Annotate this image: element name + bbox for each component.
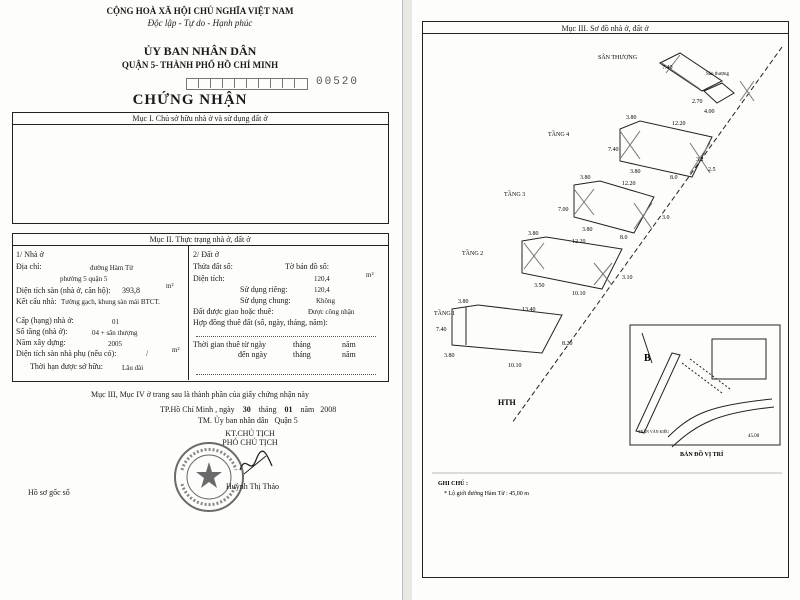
floors-label: Số tầng (nhà ở): (16, 327, 68, 336)
district: QUẬN 5- THÀNH PHỐ HỒ CHÍ MINH (121, 60, 279, 70)
land-area-label: Diện tích: (193, 274, 225, 283)
legend-title: GHI CHÚ : (438, 481, 468, 487)
land-area-value: 120,4 (314, 275, 330, 283)
ownership-term-label: Thời hạn được sở hữu: (30, 362, 103, 371)
dim-f4-length: 12.20 (672, 121, 686, 127)
land-origin-value: Được công nhận (308, 308, 355, 316)
signing-city: TP.Hồ Chí Minh (160, 405, 214, 414)
lease-from-label: Thời gian thuê từ ngày (193, 340, 266, 349)
legend-item: * Lộ giới đường Hàm Tử : 45,00 m (444, 491, 529, 497)
dim-f3-side: 3.0 (662, 215, 670, 221)
location-road-width: 45.00 (748, 434, 760, 439)
dim-f3-depth: 7.00 (558, 207, 569, 213)
on-behalf: TM. Ủy ban nhân dân (198, 416, 269, 425)
dim-f4-back: 3.80 (630, 169, 641, 175)
serial-number: 00520 (316, 76, 360, 88)
dim-f4-depth: 7.40 (608, 147, 619, 153)
floor-area-label: Diện tích sàn (nhà ở, căn hộ): (16, 286, 111, 295)
national-title: CỘNG HOÀ XÃ HỘI CHỦ NGHĨA VIỆT NAM (106, 6, 294, 16)
boundary-line (512, 47, 782, 423)
certificate-back-page (412, 0, 800, 600)
dim-f2-front: 3.80 (528, 231, 539, 237)
dim-f3-back: 3.80 (582, 227, 593, 233)
dim-rooftop-stair: 2.70 (692, 99, 703, 105)
section-1-title: Mục I. Chủ sở hữu nhà ở và sử dụng đất ở (132, 114, 268, 123)
certificate-title: CHỨNG NHẬN (132, 92, 248, 108)
dim-f1-inner: 10.10 (508, 363, 522, 369)
dim-f1-back: 3.80 (444, 353, 455, 359)
floor-label-3: TẦNG 3 (504, 192, 526, 198)
day-label: , ngày (215, 405, 235, 414)
floors-value: 04 + sân thượng (92, 329, 138, 337)
lease-from-year-label: năm (342, 340, 356, 349)
lease-from-month-label: tháng (293, 340, 311, 349)
rooftop-note: Sân thượng (706, 72, 729, 77)
signature-icon (236, 448, 276, 478)
land-origin-label: Đất được giao hoặc thuê: (193, 307, 274, 316)
dim-f3-front: 3.80 (580, 175, 591, 181)
street-label: HTH (498, 398, 516, 407)
private-use-value: 120,4 (314, 286, 330, 294)
motto: Độc lập - Tự do - Hạnh phúc (147, 18, 253, 28)
address-label: Địa chỉ: (16, 262, 42, 271)
signing-day: 30 (242, 405, 251, 414)
address-street: đường Hàm Tử (90, 264, 134, 272)
floor-1-plan (452, 305, 562, 353)
location-road-1 (636, 353, 680, 433)
dim-f4-inner: 8.0 (670, 175, 678, 181)
address-ward: phường 5 quận 5 (60, 275, 108, 283)
signer-name: Huỳnh Thị Thảo (226, 482, 280, 491)
dim-f3-inner: 8.0 (620, 235, 628, 241)
dim-f2-inner: 10.10 (572, 291, 586, 297)
dim-f1-front: 3.80 (458, 299, 469, 305)
signing-year: 2008 (320, 405, 337, 414)
location-building (712, 339, 766, 379)
dim-f4-side1: 3.2 (696, 157, 704, 163)
signing-date (160, 405, 336, 414)
dim-f4-side2: 2.5 (708, 167, 716, 173)
map-sheet-label: Tờ bản đồ số: (285, 262, 330, 271)
next-page-note: Mục III, Mục IV ở trang sau là thành phần của giấy chứng nhận này (91, 390, 309, 399)
house-heading: 1/ Nhà ở (16, 250, 44, 259)
grade-label: Cấp (hạng) nhà ở: (16, 316, 74, 325)
rooftop-stair (704, 83, 734, 103)
location-road-name: TRẦN VĂN KIỂU (638, 429, 670, 434)
dim-f4-front: 3.80 (626, 115, 637, 121)
ownership-term-value: Lâu dài (122, 364, 144, 372)
dim-rooftop-side: 7.40 (662, 65, 673, 71)
floor-area-value: 393,8 (122, 286, 140, 295)
floor-label-2: TẦNG 2 (462, 251, 484, 257)
official-seal-icon (172, 440, 246, 514)
month-label: tháng (258, 405, 277, 414)
aux-area-label: Diện tích sàn nhà phụ (nếu có): (16, 349, 117, 358)
dim-f1-side: 8.20 (562, 341, 573, 347)
private-use-label: Sử dụng riêng: (240, 285, 288, 294)
original-file-label: Hồ sơ gốc số (28, 488, 70, 497)
dim-f3-length: 12.20 (622, 181, 636, 187)
year-built-value: 2005 (108, 340, 122, 348)
dim-f2-length: 12.20 (572, 239, 586, 245)
aux-area-value: / (146, 349, 149, 358)
year-built-label: Năm xây dựng: (16, 338, 66, 347)
serial-number-boxes (186, 76, 382, 90)
lease-contract-label: Hợp đồng thuê đất (số, ngày, tháng, năm): (193, 318, 328, 327)
section-1-box (12, 112, 389, 224)
aux-area-unit: m² (172, 346, 180, 354)
lease-to-month-label: tháng (293, 350, 311, 359)
floor-plan-diagram (422, 33, 788, 576)
year-label: năm (300, 405, 315, 414)
land-heading: 2/ Đất ở (193, 250, 220, 259)
land-area-unit: m² (366, 271, 374, 279)
dim-f2-side: 3.10 (622, 275, 633, 281)
dim-f1-length: 13.40 (522, 307, 536, 313)
dim-f2-back: 3.50 (534, 283, 545, 289)
parcel-label: Thửa đất số: (193, 262, 233, 271)
floor-3-plan (574, 181, 654, 233)
floor-area-unit: m² (166, 282, 174, 290)
structure-label: Kết cấu nhà: (16, 297, 57, 306)
location-map-title: BẢN ĐỒ VỊ TRÍ (680, 452, 724, 458)
signing-month: 01 (284, 405, 293, 414)
shared-use-label: Sử dụng chung: (240, 296, 291, 305)
dim-rooftop-width: 4.00 (704, 109, 715, 115)
lease-to-year-label: năm (342, 350, 356, 359)
location-road-2 (668, 399, 772, 437)
section-2-title: Mục II. Thực trạng nhà ở, đất ở (149, 235, 251, 244)
signing-for: KT.CHỦ TỊCH (225, 429, 275, 438)
on-behalf-line (198, 416, 298, 425)
on-behalf-district: Quận 5 (274, 416, 298, 425)
location-marker: B (644, 353, 651, 364)
dim-f1-depth: 7.40 (436, 327, 447, 333)
section-3-title: Mục III. Sơ đồ nhà ở, đất ở (561, 24, 649, 33)
signing-title: PHÓ CHỦ TỊCH (222, 438, 278, 447)
shared-use-value: Không (316, 297, 336, 305)
lease-to-label: đến ngày (238, 350, 268, 359)
floor-label-rooftop: SÂN THƯỢNG (598, 55, 638, 61)
floor-label-4: TẦNG 4 (548, 132, 570, 138)
location-map-frame (630, 325, 780, 445)
authority: ỦY BAN NHÂN DÂN (143, 44, 257, 58)
structure-value: Tường gạch, khung sàn mái BTCT. (61, 298, 160, 306)
floor-label-1: TẦNG 1 (434, 311, 456, 317)
grade-value: 01 (112, 318, 119, 326)
